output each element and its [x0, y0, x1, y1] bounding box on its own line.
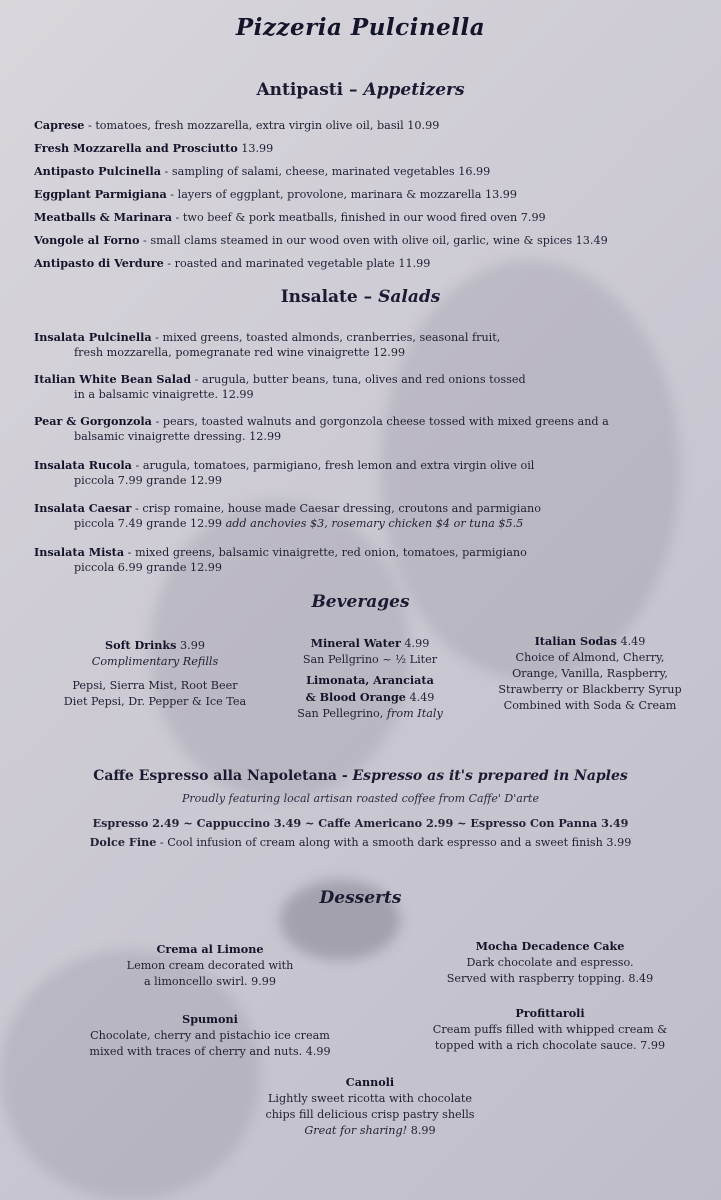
menu-item: Meatballs & Marinara - two beef & pork meatballs, finished in our wood fired oven 7.99 — [34, 210, 546, 224]
dessert-mocha: Mocha Decadence Cake Dark chocolate and espresso. Served with raspberry topping. 8.49 — [446, 939, 654, 985]
dessert-crema: Crema al Limone Lemon cream decorated with a limoncello swirl. 9.99 — [126, 942, 294, 988]
mineral-water: Mineral Water 4.99 San Pellgrino ~ ½ Liter Limonata, Aranciata & Blood Orange 4.49 San Pellegrino, from Italy — [297, 636, 443, 720]
menu-item: Eggplant Parmigiana - layers of eggplant, provolone, marinara & mozzarella 13.99 — [34, 187, 518, 201]
beverages-heading: Beverages — [311, 592, 410, 612]
menu-item: Antipasto Pulcinella - sampling of salami, cheese, marinated vegetables 16.99 — [34, 164, 491, 178]
menu-item: Insalata Caesar - crisp romaine, house made Caesar dressing, croutons and parmigiano piccola 7.49 grande 12.99 add anchovies $3, rosemary chicken $4 or tuna $5.5 — [34, 501, 541, 530]
restaurant-title: Pizzeria Pulcinella — [235, 14, 486, 41]
antipasti-heading: Antipasti – Appetizers — [256, 80, 465, 100]
dolce-fine: Dolce Fine - Cool infusion of cream along with a smooth dark espresso and a sweet finish 3.99 — [89, 835, 632, 849]
menu-item: Fresh Mozzarella and Prosciutto 13.99 — [34, 141, 274, 155]
menu-item: Insalata Rucola - arugula, tomatoes, parmigiano, fresh lemon and extra virgin olive oil piccola 7.99 grande 12.99 — [34, 458, 535, 487]
menu-item: Italian White Bean Salad - arugula, butter beans, tuna, olives and red onions tossed in a balsamic vinaigrette. 12.99 — [34, 372, 526, 401]
soft-drinks: Soft Drinks 3.99 Complimentary Refills Pepsi, Sierra Mist, Root Beer Diet Pepsi, Dr. Pepper & Ice Tea — [63, 638, 247, 708]
menu-item: Insalata Pulcinella - mixed greens, toasted almonds, cranberries, seasonal fruit, fresh mozzarella, pomegranate red wine vinaigrette 12.99 — [34, 330, 501, 359]
espresso-heading: Caffe Espresso alla Napoletana - Espresso as it's prepared in Naples — [93, 768, 628, 784]
dessert-spumoni: Spumoni Chocolate, cherry and pistachio ice cream mixed with traces of cherry and nuts. 4.99 — [89, 1012, 331, 1058]
espresso-prices: Espresso 2.49 ~ Cappuccino 3.49 ~ Caffe Americano 2.99 ~ Espresso Con Panna 3.49 — [92, 816, 629, 830]
desserts-heading: Desserts — [319, 888, 402, 908]
insalate-heading: Insalate – Salads — [280, 287, 441, 307]
menu-item: Insalata Mista - mixed greens, balsamic vinaigrette, red onion, tomatoes, parmigiano piccola 6.99 grande 12.99 — [34, 545, 527, 574]
menu-item: Pear & Gorgonzola - pears, toasted walnuts and gorgonzola cheese tossed with mixed greens and a balsamic vinaigrette dressing. 12.99 — [34, 414, 609, 443]
dessert-cannoli: Cannoli Lightly sweet ricotta with chocolate chips fill delicious crisp pastry shells Great for sharing! 8.99 — [265, 1075, 475, 1137]
menu-item: Caprese - tomatoes, fresh mozzarella, extra virgin olive oil, basil 10.99 — [34, 118, 440, 132]
menu-item: Vongole al Forno - small clams steamed in our wood oven with olive oil, garlic, wine & spices 13.49 — [34, 233, 608, 247]
dessert-profittaroli: Profittaroli Cream puffs filled with whipped cream & topped with a rich chocolate sauce. 7.99 — [432, 1006, 668, 1052]
menu-item: Antipasto di Verdure - roasted and marinated vegetable plate 11.99 — [34, 256, 431, 270]
italian-sodas: Italian Sodas 4.49 Choice of Almond, Cherry, Orange, Vanilla, Raspberry, Strawberry or Blackberry Syrup Combined with Soda & Cream — [498, 634, 682, 712]
espresso-subtitle: Proudly featuring local artisan roasted coffee from Caffe' D'arte — [181, 792, 539, 805]
